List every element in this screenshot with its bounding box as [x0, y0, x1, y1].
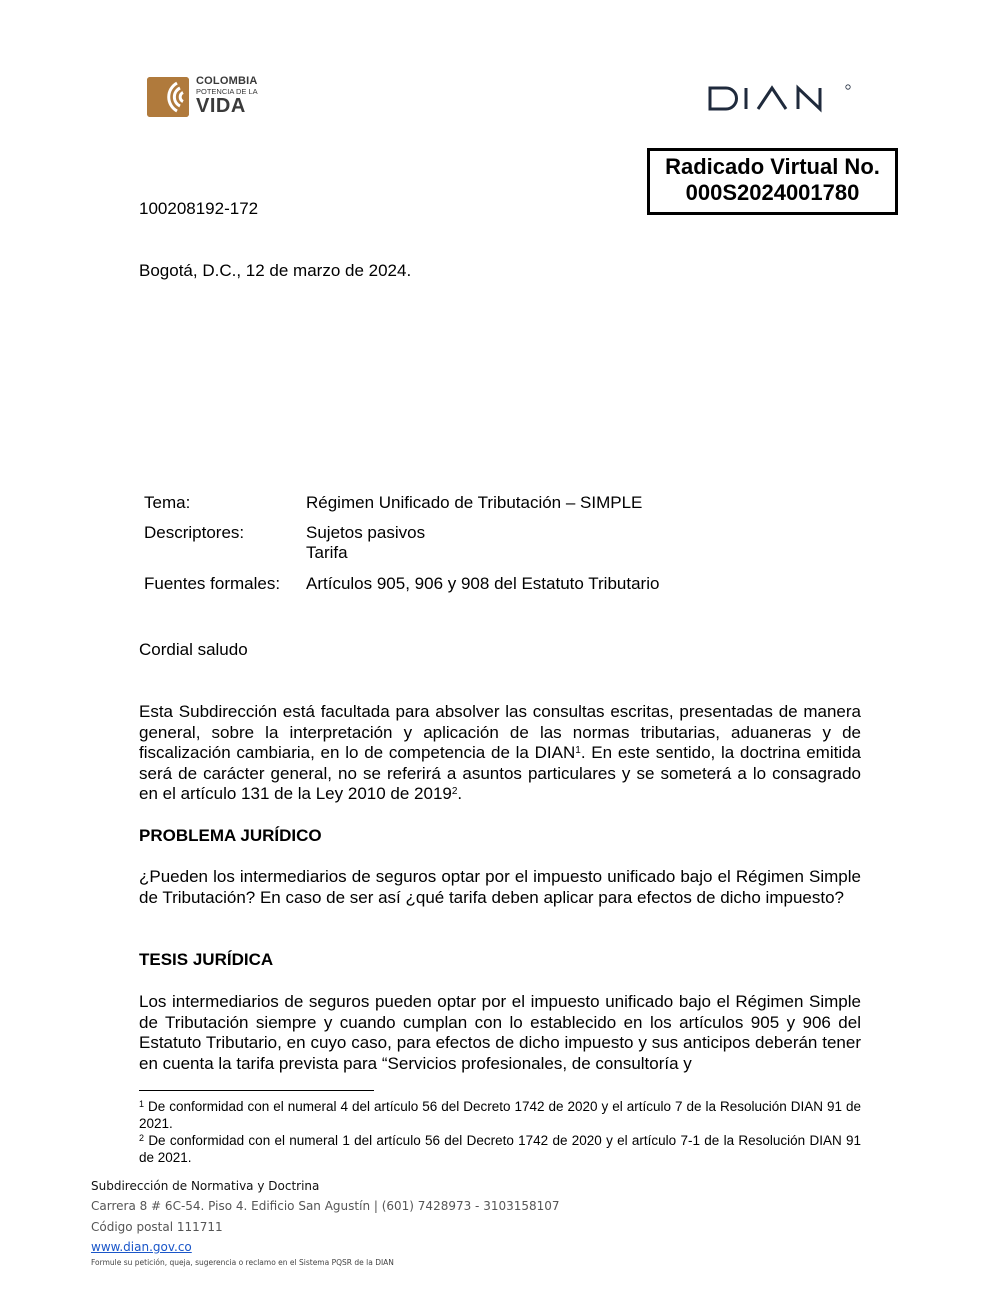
descriptor-item: Sujetos pasivos — [306, 523, 426, 542]
footnote-1 — [139, 1099, 861, 1132]
descriptores-label: Descriptores: — [144, 523, 245, 542]
fuentes-label: Fuentes formales: — [144, 574, 281, 593]
date-line: Bogotá, D.C., 12 de marzo de 2024. — [139, 261, 412, 280]
footnote-ref: 1 — [575, 745, 581, 756]
intro-text: Esta Subdirección está facultada para absolver las consultas escritas, presentadas de manera general, sobre la interpretación y aplicación de las normas tributarias, aduaneras y de fiscalización cambiaria, en lo de competencia de la DIAN — [139, 702, 861, 762]
footer-postal: Código postal 111711 — [91, 1220, 223, 1234]
problema-paragraph: ¿Pueden los intermediarios de seguros optar por el impuesto unificado bajo el Régimen Simple de Tributación? En caso de ser así ¿qué tarifa deben aplicar para efectos de dicho impuesto? — [139, 867, 861, 907]
footnote-text: De conformidad con el numeral 4 del artículo 56 del Decreto 1742 de 2020 y el artículo 7 de la Resolución DIAN 91 de 2021. — [139, 1099, 861, 1131]
colombia-potencia-de-la-vida-logo — [147, 75, 267, 119]
footer-pqsr: Formule su petición, queja, sugerencia o reclamo en el Sistema PQSR de la DIAN — [91, 1258, 394, 1267]
fuentes-value: Artículos 905, 906 y 908 del Estatuto Tributario — [306, 574, 660, 593]
descriptor-item: Tarifa — [306, 543, 348, 562]
tema-label: Tema: — [144, 493, 191, 512]
footnote-2 — [139, 1133, 861, 1166]
footnote-number: 2 — [139, 1133, 145, 1143]
page-footer — [91, 1178, 560, 1269]
tesis-paragraph: Los intermediarios de seguros pueden optar por el impuesto unificado bajo el Régimen Simple de Tributación siempre y cuando cumplan con lo establecido en los artículos 905 y 906 del Estatuto Tributario, en cuyo caso, para efectos de dicho impuesto y sus anticipos deberán tener en cuenta la tarifa prevista para “Servicios profesionales, de consultoría y — [139, 992, 861, 1073]
intro-text: . En este sentido, la doctrina emitida será de carácter general, no se referirá a asuntos particulares y se someterá a lo consagrado en el artículo 131 de la Ley 2010 de 2019 — [139, 743, 862, 803]
intro-paragraph — [139, 702, 861, 805]
radicado-label: Radicado Virtual No. — [665, 154, 880, 179]
footer-address: Carrera 8 # 6C-54. Piso 4. Edificio San Agustín | (601) 7428973 - 3103158107 — [91, 1199, 560, 1213]
footer-office: Subdirección de Normativa y Doctrina — [91, 1179, 320, 1193]
greeting: Cordial saludo — [139, 640, 248, 659]
reference-number: 100208192-172 — [139, 199, 259, 218]
intro-text: . — [457, 784, 463, 803]
tesis-heading: TESIS JURÍDICA — [139, 950, 274, 969]
footnote-ref: 2 — [451, 786, 458, 797]
tema-value: Régimen Unificado de Tributación – SIMPLE — [306, 493, 643, 512]
logo-word-colombia: COLOMBIA — [196, 75, 258, 87]
dian-logo — [706, 82, 854, 114]
footnote-text: De conformidad con el numeral 1 del artículo 56 del Decreto 1742 de 2020 y el artículo 7-1 de la Resolución DIAN 91 de 2021. — [139, 1133, 861, 1165]
footer-website-link[interactable]: www.dian.gov.co — [91, 1240, 192, 1254]
radicado-number: 000S2024001780 — [685, 180, 860, 205]
problema-heading: PROBLEMA JURÍDICO — [139, 826, 322, 845]
logo-word-vida: VIDA — [196, 95, 246, 117]
colombia-logo-mark-icon — [147, 77, 189, 117]
footnote-number: 1 — [139, 1099, 145, 1109]
footnote-divider — [139, 1090, 374, 1091]
radicado-box — [647, 148, 898, 215]
logo-word-potencia: POTENCIA DE LA — [196, 87, 258, 96]
